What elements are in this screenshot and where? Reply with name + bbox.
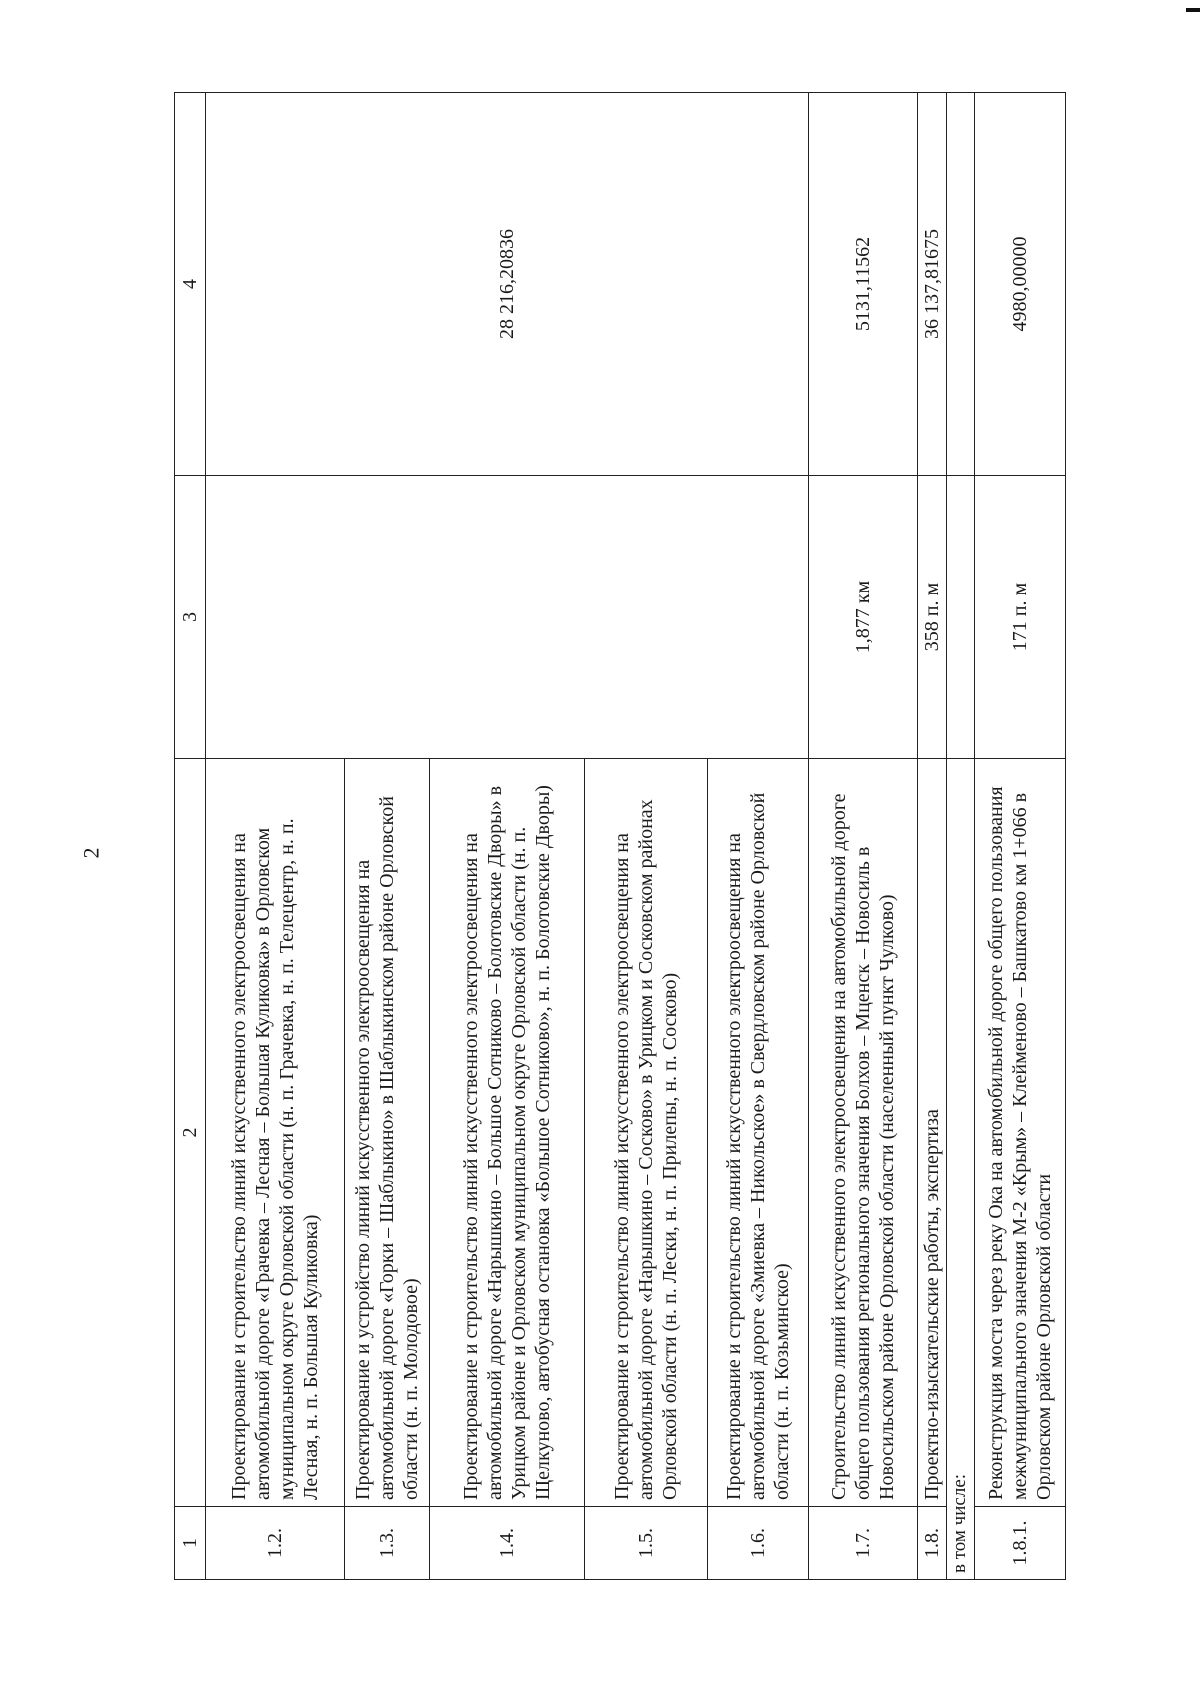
header-col-2: 2	[175, 759, 206, 1507]
row-number: 1.2.	[206, 1507, 345, 1580]
merged-unit-cell	[206, 476, 809, 759]
row-description: Проектирование и строительство линий искусственного электроосвещения на автомобильной дороге «Грачевка – Лесная – Большая Куликовка» в Орловском муниципальном округе Орловской области (н. п. Грачевка, н. п. Телецентр, н. п. Лесная, н. п. Большая Куликовка)	[206, 759, 345, 1507]
header-col-4: 4	[175, 93, 206, 476]
table-header-row	[175, 93, 206, 1580]
row-number: 1.6.	[708, 1507, 809, 1580]
row-description: Проектно-изыскательские работы, экспертиза	[918, 759, 947, 1507]
row-unit: 358 п. м	[918, 476, 947, 759]
row-number: 1.8.	[918, 1507, 947, 1580]
table-row	[809, 93, 918, 1580]
row-sum: 4980,00000	[974, 93, 1065, 476]
row-number: 1.4.	[430, 1507, 585, 1580]
document-table-wrapper	[174, 145, 1055, 1580]
including-label: в том числе:	[947, 759, 975, 1580]
corner-scan-mark	[1186, 8, 1200, 12]
table-row	[918, 93, 947, 1580]
row-description: Проектирование и строительство линий искусственного электроосвещения на автомобильной дороге «Змиевка – Никольское» в Свердловском районе Орловской области (н. п. Козьминское)	[708, 759, 809, 1507]
row-description: Проектирование и строительство линий искусственного электроосвещения на автомобильной дороге «Нарышкино – Сосково» в Урицком и Сосковском районах Орловской области (н. п. Лески, н. п. Прилепы, н. п. Сосково)	[585, 759, 708, 1507]
header-col-1: 1	[175, 1507, 206, 1580]
row-number: 1.8.1.	[974, 1507, 1065, 1580]
row-number: 1.3.	[345, 1507, 430, 1580]
row-sum: 5131,11562	[809, 93, 918, 476]
row-description: Проектирование и строительство линий искусственного электроосвещения на автомобильной дороге «Нарышкино – Большое Сотниково – Болотовские Дворы» в Урицком районе и Орловском муниципальном округе Орловской области (н. п. Щелкуново, автобусная остановка «Большое Сотниково», н. п. Болотовские Дворы)	[430, 759, 585, 1507]
row-number: 1.5.	[585, 1507, 708, 1580]
row-description: Строительство линий искусственного электроосвещения на автомобильной дороге общего пользования регионального значения Болхов – Мценск – Новосиль в Новосильском районе Орловской области (населенный пункт Чулково)	[809, 759, 918, 1507]
row-sum: 36 137,81675	[918, 93, 947, 476]
merged-sum-cell: 28 216,20836	[206, 93, 809, 476]
row-description: Проектирование и устройство линий искусственного электроосвещения на автомобильной дороге «Горки – Шаблыкино» в Шаблыкинском районе Орловской области (н. п. Молодовое)	[345, 759, 430, 1507]
row-unit: 171 п. м	[974, 476, 1065, 759]
table-row	[206, 93, 345, 1580]
including-row	[947, 93, 975, 1580]
header-col-3: 3	[175, 476, 206, 759]
document-table	[174, 92, 1066, 1580]
page-number: 2	[78, 847, 104, 859]
table-row	[974, 93, 1065, 1580]
row-description: Реконструкция моста через реку Ока на автомобильной дороге общего пользования межмуниципального значения М-2 «Крым» – Клейменово – Башкатово км 1+066 в Орловском районе Орловской области	[974, 759, 1065, 1507]
row-number: 1.7.	[809, 1507, 918, 1580]
including-unit-empty	[947, 476, 975, 759]
row-unit: 1,877 км	[809, 476, 918, 759]
including-sum-empty	[947, 93, 975, 476]
